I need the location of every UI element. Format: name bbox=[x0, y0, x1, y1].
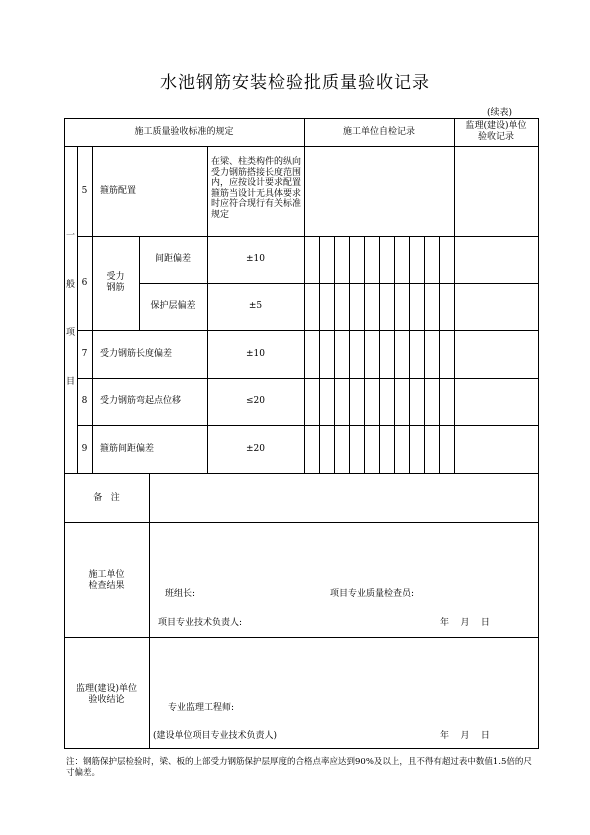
construction-label-line2: 检查结果 bbox=[88, 581, 125, 591]
row-number: 8 bbox=[81, 396, 88, 406]
row-standard: ±10 bbox=[246, 254, 265, 264]
category-char: 般 bbox=[65, 280, 75, 290]
category-char: 项 bbox=[65, 328, 75, 338]
header-supervision-line1: 监理(建设)单位 bbox=[465, 121, 527, 131]
row-item: 箍筋间距偏差 bbox=[100, 444, 155, 454]
owner-tech-label: (建设单位项目专业技术负责人) bbox=[153, 731, 278, 741]
row-standard: ±10 bbox=[246, 349, 265, 359]
row-number: 7 bbox=[81, 349, 88, 359]
supervision-label-line2: 验收结论 bbox=[88, 695, 125, 705]
header-supervision-line2: 验收记录 bbox=[477, 132, 514, 142]
team-leader-label: 班组长: bbox=[165, 589, 196, 599]
row-item: 受力钢筋弯起点位移 bbox=[100, 396, 182, 406]
construction-label-line1: 施工单位 bbox=[88, 570, 125, 580]
remarks-label: 备 注 bbox=[93, 493, 120, 503]
row-standard: 在梁、柱类构件的纵向受力钢筋搭接长度范围内，应按设计要求配置箍筋当设计无具体要求时应符合现行有关标准规定 bbox=[211, 157, 302, 220]
header-standard: 施工质量验收标准的规定 bbox=[134, 127, 234, 137]
category-char: 目 bbox=[65, 377, 75, 387]
row-item: 受力钢筋长度偏差 bbox=[100, 349, 173, 359]
row-group-line1: 受力 bbox=[106, 272, 125, 282]
qc-inspector-label: 项目专业质量检查员: bbox=[330, 589, 415, 599]
row-number: 6 bbox=[81, 278, 88, 288]
row-number: 5 bbox=[81, 186, 88, 196]
row-subitem: 间距偏差 bbox=[154, 254, 191, 264]
supervision-engineer-label: 专业监理工程师: bbox=[168, 703, 235, 713]
category-char: 一 bbox=[65, 231, 75, 241]
row-group-line2: 钢筋 bbox=[106, 283, 125, 293]
footnote: 注：钢筋保护层检验时，梁、板的上部受力钢筋保护层厚度的合格点率应达到90%及以上，且不得有超过表中数值1.5倍的尺寸偏差。 bbox=[66, 757, 532, 778]
construction-date: 年 月 日 bbox=[440, 618, 490, 628]
header-self-check: 施工单位自检记录 bbox=[342, 127, 415, 137]
supervision-date: 年 月 日 bbox=[440, 731, 490, 741]
tech-lead-label: 项目专业技术负责人: bbox=[158, 618, 243, 628]
continued-label: (续表) bbox=[486, 108, 512, 118]
row-standard: ≤20 bbox=[246, 396, 265, 406]
row-standard: ±20 bbox=[246, 444, 265, 454]
row-item: 箍筋配置 bbox=[100, 186, 137, 196]
row-standard: ±5 bbox=[248, 301, 263, 311]
page-title: 水池钢筋安装检验批质量验收记录 bbox=[160, 73, 430, 93]
row-number: 9 bbox=[81, 444, 88, 454]
supervision-label-line1: 监理(建设)单位 bbox=[75, 684, 138, 694]
row-subitem: 保护层偏差 bbox=[150, 301, 196, 311]
